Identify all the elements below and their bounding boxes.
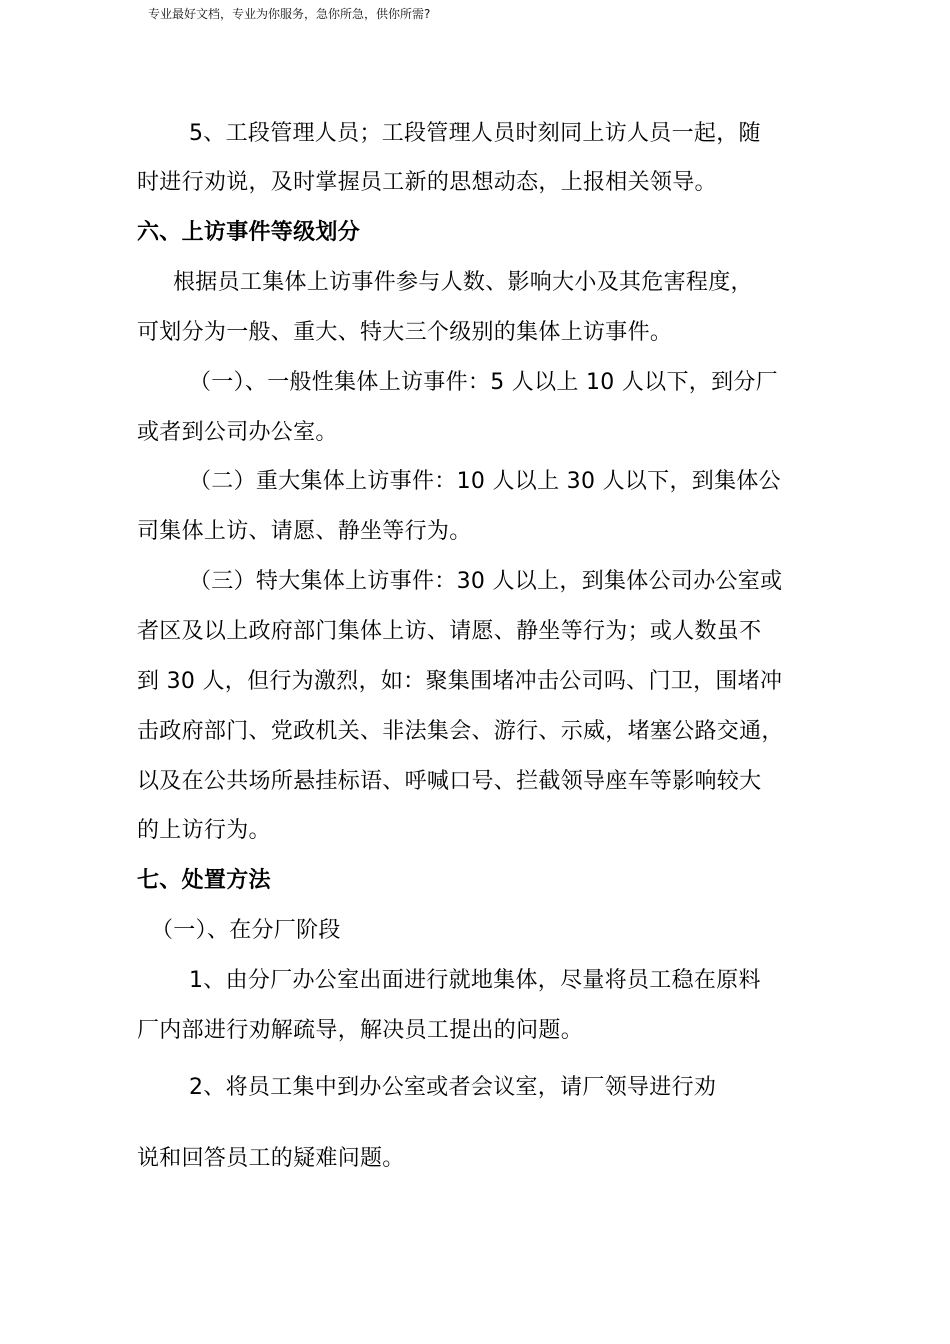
- paragraph-line: 5、工段管理人员；工段管理人员时刻同上访人员一起，随: [189, 121, 761, 146]
- paragraph-line: 击政府部门、党政机关、非法集会、游行、示威，堵塞公路交通，: [137, 719, 784, 744]
- subsection-heading: （一）、在分厂阶段: [151, 918, 341, 943]
- paragraph-line: （二）重大集体上访事件：10 人以上 30 人以下，到集体公: [189, 469, 781, 494]
- paragraph-line: 厂内部进行劝解疏导，解决员工提出的问题。: [137, 1018, 584, 1043]
- paragraph-line: 的上访行为。: [137, 818, 271, 843]
- section-heading: 六、上访事件等级划分: [137, 220, 361, 245]
- paragraph-line: 到 30 人，但行为激烈，如：聚集围堵冲击公司吗、门卫，围堵冲: [137, 669, 783, 694]
- paragraph-line: 说和回答员工的疑难问题。: [137, 1146, 405, 1171]
- paragraph-line: （一）、一般性集体上访事件：5 人以上 10 人以下，到分厂: [189, 370, 778, 395]
- paragraph-line: 可划分为一般、重大、特大三个级别的集体上访事件。: [137, 320, 673, 345]
- paragraph-line: 司集体上访、请愿、静坐等行为。: [137, 519, 472, 544]
- paragraph-line: 根据员工集体上访事件参与人数、影响大小及其危害程度，: [173, 270, 753, 295]
- paragraph-line: 或者到公司办公室。: [137, 420, 338, 445]
- paragraph-line: 者区及以上政府部门集体上访、请愿、静坐等行为；或人数虽不: [137, 619, 762, 644]
- paragraph-line: 时进行劝说，及时掌握员工新的思想动态，上报相关领导。: [137, 170, 717, 195]
- paragraph-line: （三）特大集体上访事件：30 人以上，到集体公司办公室或: [189, 569, 783, 594]
- paragraph-line: 2、将员工集中到办公室或者会议室，请厂领导进行劝: [189, 1075, 717, 1100]
- header-note: 专业最好文档，专业为你服务，急你所急，供你所需?: [148, 7, 431, 21]
- paragraph-line: 以及在公共场所悬挂标语、呼喊口号、拦截领导座车等影响较大: [137, 769, 762, 794]
- paragraph-line: 1、由分厂办公室出面进行就地集体，尽量将员工稳在原料: [189, 968, 761, 993]
- section-heading: 七、处置方法: [137, 868, 271, 893]
